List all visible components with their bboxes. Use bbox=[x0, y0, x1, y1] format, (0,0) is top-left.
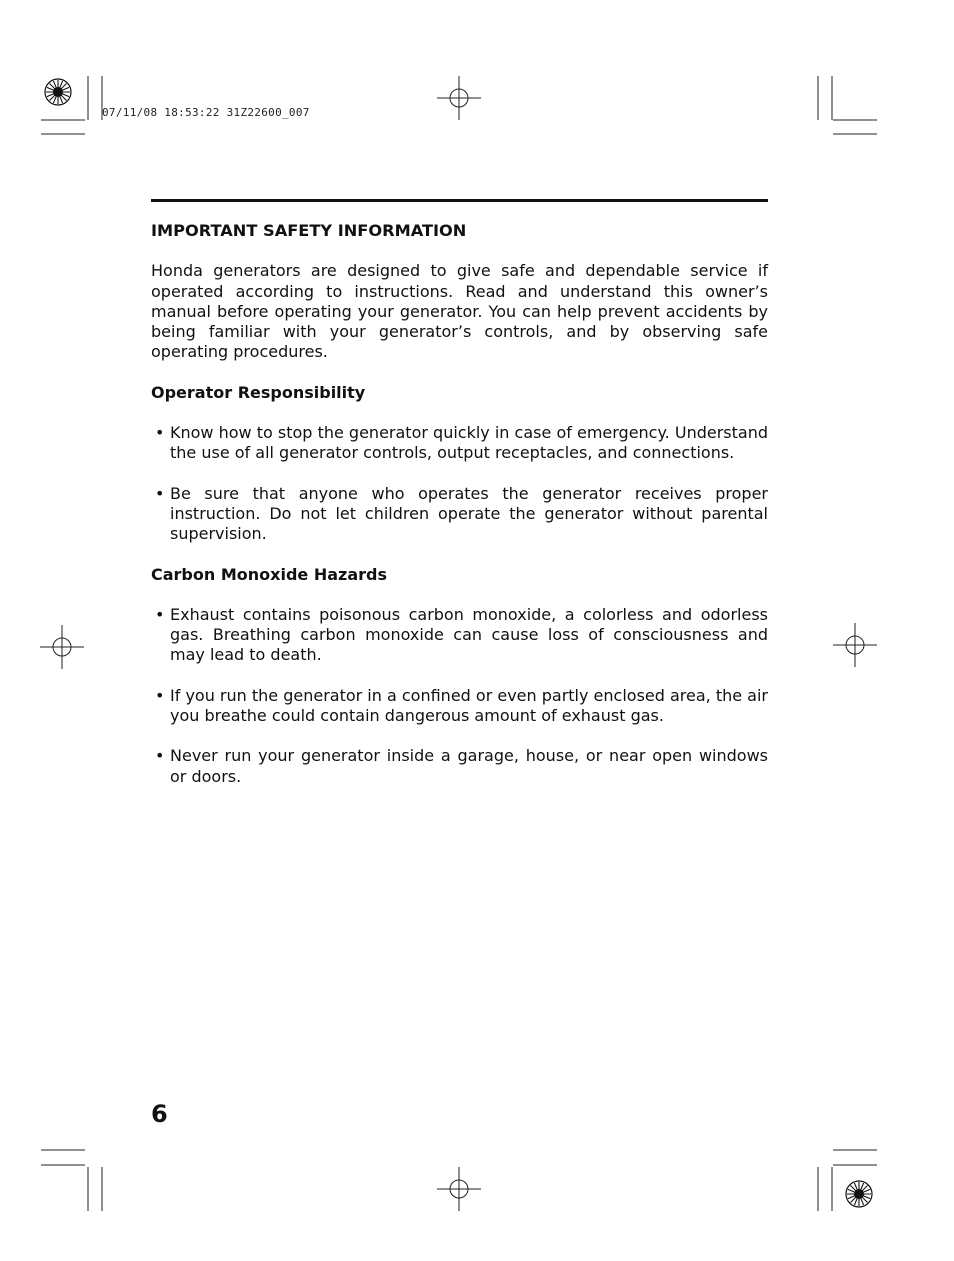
section-carbon-monoxide-hazards bbox=[151, 565, 768, 787]
bullet-icon: • bbox=[155, 423, 165, 443]
list-item-text: Know how to stop the generator quickly in case of emergency. Understand the use of all generator controls, output receptacles, and connections. bbox=[170, 423, 768, 463]
page-number: 6 bbox=[151, 1100, 168, 1128]
registration-starburst-bottom-right bbox=[846, 1181, 872, 1207]
bullet-icon: • bbox=[155, 604, 165, 624]
list-item-text: Be sure that anyone who operates the generator receives proper instruction. Do not let children operate the generator without parental supervision. bbox=[170, 483, 768, 544]
page-content bbox=[151, 221, 768, 807]
list-item bbox=[151, 605, 768, 666]
list-item-text: If you run the generator in a confined or even partly enclosed area, the air you breathe could contain dangerous amount of exhaust gas. bbox=[170, 685, 769, 726]
list-item bbox=[151, 686, 768, 727]
registration-crosshair-top bbox=[437, 76, 481, 120]
list-item-text: Exhaust contains poisonous carbon monoxide, a colorless and odorless gas. Breathing carbon monoxide can cause loss of consciousness and may lead to death. bbox=[170, 604, 768, 665]
page-heading: IMPORTANT SAFETY INFORMATION bbox=[151, 221, 467, 240]
section-title: Carbon Monoxide Hazards bbox=[151, 564, 387, 584]
list-item-text: Never run your generator inside a garage, house, or near open windows or doors. bbox=[170, 746, 768, 786]
registration-crosshair-right bbox=[833, 623, 877, 667]
section-title: Operator Responsibility bbox=[151, 382, 366, 402]
header-rule bbox=[151, 199, 768, 202]
section-operator-responsibility bbox=[151, 383, 768, 545]
print-stamp: 07/11/08 18:53:22 31Z22600_007 bbox=[102, 106, 310, 119]
bullet-icon: • bbox=[155, 483, 165, 503]
intro-paragraph: Honda generators are designed to give safe and dependable service if operated according to instructions. Read and understand this owner’s manual before operating your generator. You can help prevent accidents by being familiar with your generator’s controls, and by observing safe operating procedures. bbox=[151, 261, 768, 362]
list-item bbox=[151, 484, 768, 545]
list-item bbox=[151, 746, 768, 787]
registration-crosshair-left bbox=[40, 625, 84, 669]
registration-crosshair-bottom bbox=[437, 1167, 481, 1211]
registration-starburst-top-left bbox=[45, 79, 71, 105]
list-item bbox=[151, 423, 768, 464]
bullet-icon: • bbox=[155, 685, 165, 705]
bullet-icon: • bbox=[155, 746, 165, 766]
